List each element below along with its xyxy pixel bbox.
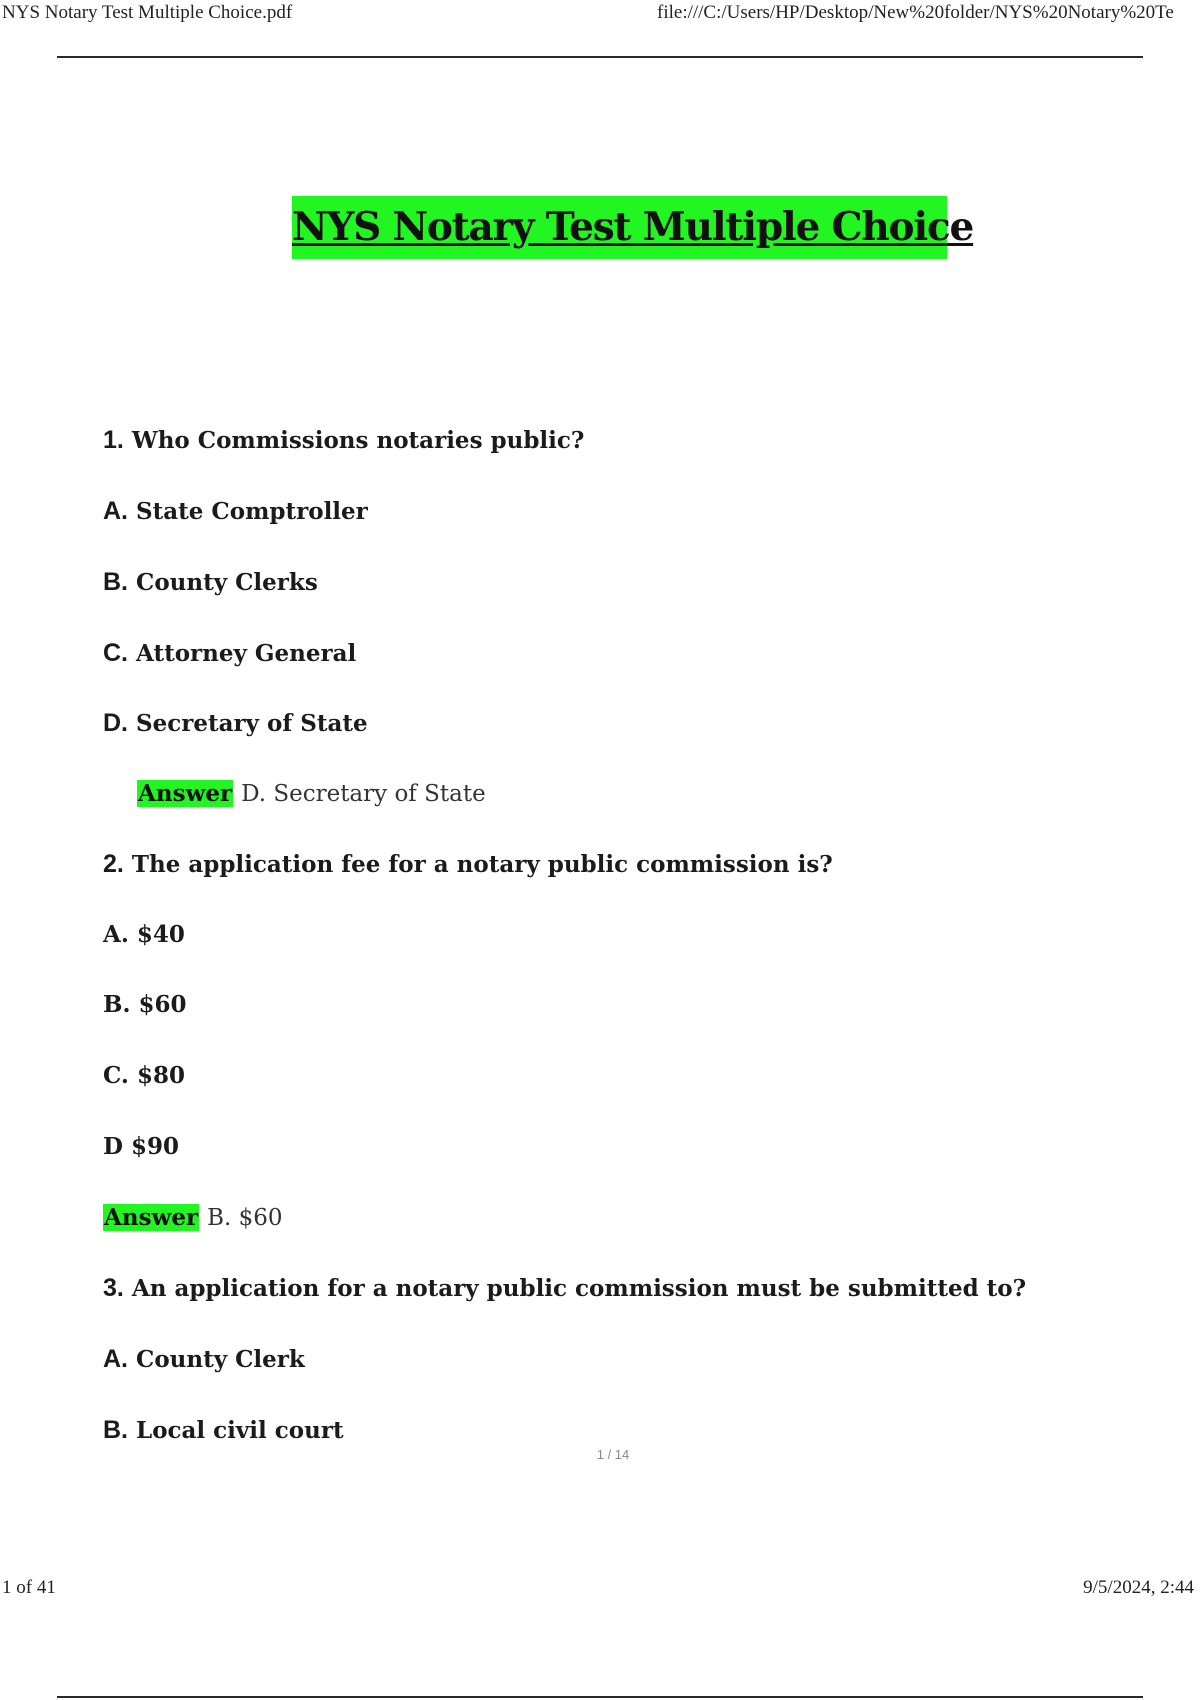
option-letter: C. (103, 639, 128, 667)
question-3-number: 3. (103, 1274, 124, 1302)
print-footer-datetime: 9/5/2024, 2:44 (1083, 1577, 1194, 1598)
q3-option-b (103, 1415, 344, 1446)
option-letter: A. (103, 1345, 128, 1373)
footer-divider (57, 1696, 1143, 1698)
question-1-text: Who Commissions notaries public? (131, 427, 585, 454)
question-2-text: The application fee for a notary public commission is? (131, 851, 833, 878)
q2-answer (103, 1203, 283, 1233)
option-text: County Clerks (136, 569, 318, 596)
option-letter: A. (103, 921, 129, 948)
page-counter: 1 / 14 (596, 1447, 630, 1462)
q2-option-a (103, 920, 185, 950)
answer-text: D. Secretary of State (241, 781, 486, 807)
option-text: $80 (136, 1062, 185, 1089)
print-header (0, 0, 1200, 30)
option-letter: B. (103, 991, 131, 1018)
option-text: County Clerk (136, 1346, 305, 1373)
q1-option-c (103, 638, 356, 669)
question-3-text: An application for a notary public commission must be submitted to? (131, 1275, 1027, 1302)
question-1 (103, 425, 584, 456)
answer-text: B. $60 (207, 1205, 283, 1231)
q1-answer (137, 779, 486, 809)
option-letter: A. (103, 497, 128, 525)
q2-option-c (103, 1061, 185, 1091)
question-1-number: 1. (103, 426, 124, 454)
answer-label: Answer (104, 1204, 199, 1231)
print-footer (0, 1577, 1200, 1603)
print-header-filename: NYS Notary Test Multiple Choice.pdf (2, 2, 293, 23)
q2-option-d (103, 1132, 179, 1162)
header-divider (57, 56, 1143, 58)
option-text: $60 (138, 991, 187, 1018)
q3-option-a (103, 1344, 305, 1375)
answer-label: Answer (138, 780, 233, 807)
option-text: State Comptroller (136, 498, 368, 525)
option-letter: C. (103, 1062, 129, 1089)
option-text: Secretary of State (136, 710, 368, 737)
option-letter: B. (103, 1416, 128, 1444)
document-title: NYS Notary Test Multiple Choice (292, 196, 947, 259)
q1-option-d (103, 708, 368, 739)
option-letter: D (103, 1133, 123, 1160)
option-text: Local civil court (136, 1417, 344, 1444)
q2-option-b (103, 990, 186, 1020)
question-2 (103, 849, 833, 880)
option-text: Attorney General (136, 640, 357, 667)
q1-option-a (103, 496, 368, 527)
q1-option-b (103, 567, 318, 598)
option-letter: D. (103, 709, 128, 737)
question-2-number: 2. (103, 850, 124, 878)
print-footer-page: 1 of 41 (2, 1577, 56, 1598)
option-letter: B. (103, 568, 128, 596)
option-text: $40 (136, 921, 185, 948)
option-text: $90 (130, 1133, 179, 1160)
print-header-url: file:///C:/Users/HP/Desktop/New%20folder/NYS%20Notary%20Te (657, 2, 1174, 23)
question-3 (103, 1273, 1026, 1304)
